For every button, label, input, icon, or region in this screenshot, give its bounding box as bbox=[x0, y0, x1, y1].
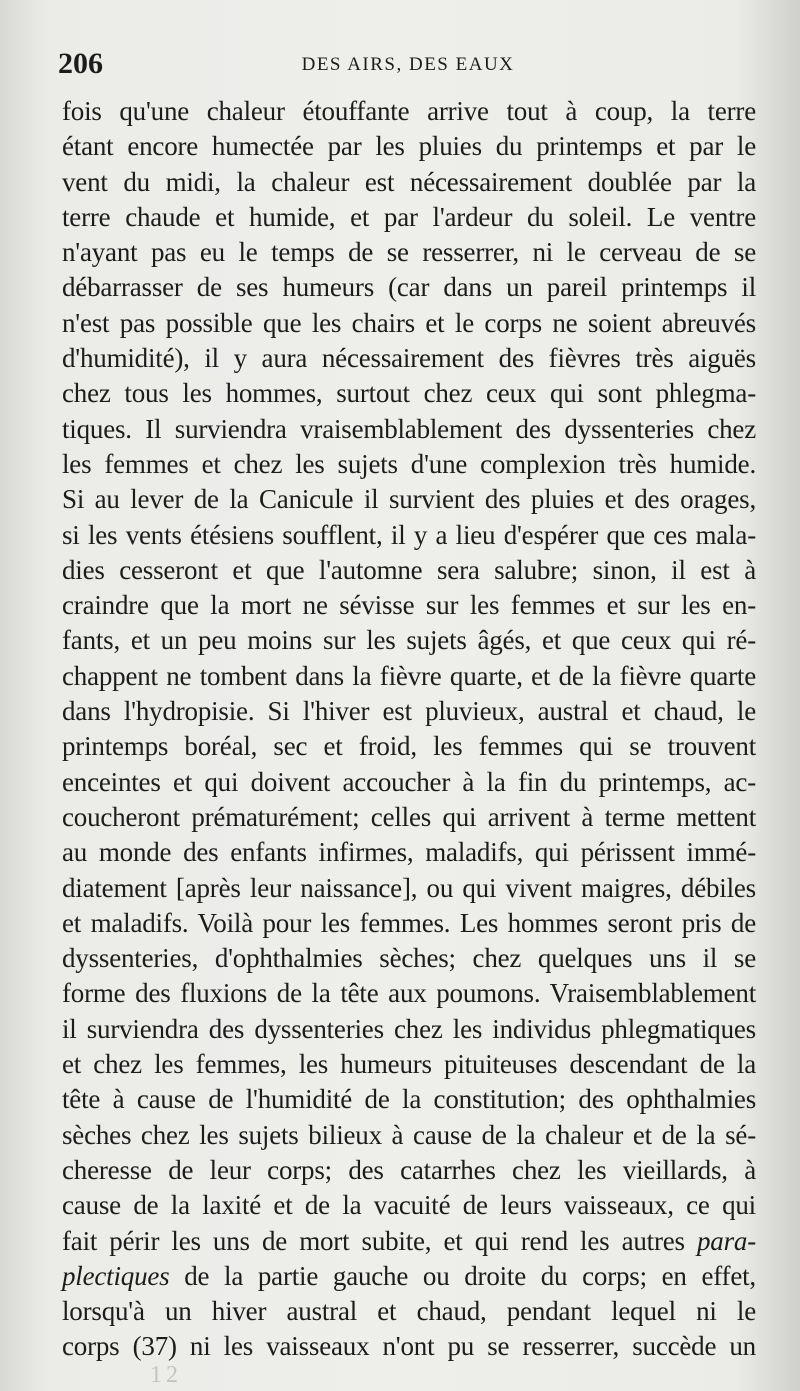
body-text bbox=[62, 94, 756, 1365]
text-line: dies cesseront et que l'automne sera salubre; sinon, il est à bbox=[62, 554, 756, 585]
text-line: coucheront prématurément; celles qui arrivent à terme mettent bbox=[62, 801, 756, 832]
text-line: si les vents étésiens soufflent, il y a lieu d'espérer que ces mala- bbox=[62, 519, 756, 550]
text-segment: de la partie gauche ou droite du corps; en effet, bbox=[184, 1260, 756, 1291]
text-line: et chez les femmes, les humeurs pituiteuses descendant de la bbox=[62, 1049, 756, 1080]
text-line: sèches chez les sujets bilieux à cause de la chaleur et de la sé- bbox=[62, 1119, 756, 1150]
text-line: lorsqu'à un hiver austral et chaud, pendant lequel ni le bbox=[62, 1296, 756, 1327]
text-line: Si au lever de la Canicule il survient des pluies et des orages, bbox=[62, 484, 756, 515]
text-line: il surviendra des dyssenteries chez les individus phlegmatiques bbox=[62, 1013, 756, 1044]
text-line: dyssenteries, d'ophthalmies sèches; chez quelques uns il se bbox=[62, 943, 756, 974]
text-line: les femmes et chez les sujets d'une complexion très humide. bbox=[62, 448, 756, 479]
italic-term: para- bbox=[696, 1225, 756, 1256]
text-line: craindre que la mort ne sévisse sur les femmes et sur les en- bbox=[62, 590, 756, 621]
text-line: d'humidité), il y aura nécessairement des fièvres très aiguës bbox=[62, 343, 756, 374]
text-line-with-italic bbox=[62, 1224, 756, 1259]
text-line: cheresse de leur corps; des catarrhes chez les vieillards, à bbox=[62, 1154, 756, 1185]
text-line: dans l'hydropisie. Si l'hiver est pluvieux, austral et chaud, le bbox=[62, 696, 756, 727]
italic-term: plectiques bbox=[62, 1260, 170, 1291]
text-line: au monde des enfants infirmes, maladifs, qui périssent immé- bbox=[62, 837, 756, 868]
text-segment: fait périr les uns de mort subite, et qui rend les autres bbox=[62, 1225, 685, 1256]
text-line: étant encore humectée par les pluies du printemps et par le bbox=[62, 131, 756, 162]
text-line: et maladifs. Voilà pour les femmes. Les hommes seront pris de bbox=[62, 907, 756, 938]
text-line: fants, et un peu moins sur les sujets âgés, et que ceux qui ré- bbox=[62, 625, 756, 656]
text-line: printemps boréal, sec et froid, les femmes qui se trouvent bbox=[62, 731, 756, 762]
text-line-with-italic bbox=[62, 1259, 756, 1294]
text-line: débarrasser de ses humeurs (car dans un pareil printemps il bbox=[62, 272, 756, 303]
text-line: enceintes et qui doivent accoucher à la fin du printemps, ac- bbox=[62, 766, 756, 797]
text-line: terre chaude et humide, et par l'ardeur du soleil. Le ventre bbox=[62, 201, 756, 232]
text-line: chappent ne tombent dans la fièvre quarte, et de la fièvre quarte bbox=[62, 660, 756, 691]
page-number: 206 bbox=[58, 47, 103, 80]
text-line: tête à cause de l'humidité de la constitution; des ophthalmies bbox=[62, 1084, 756, 1115]
text-line: tiques. Il surviendra vraisemblablement des dyssenteries chez bbox=[62, 413, 756, 444]
text-line: cause de la laxité et de la vacuité de leurs vaisseaux, ce qui bbox=[62, 1190, 756, 1221]
text-line: n'est pas possible que les chairs et le corps ne soient abreuvés bbox=[62, 307, 756, 338]
faint-margin-mark: 12 bbox=[150, 1362, 182, 1388]
text-line: fois qu'une chaleur étouffante arrive tout à coup, la terre bbox=[62, 96, 756, 126]
text-line: forme des fluxions de la tête aux poumons. Vraisemblablement bbox=[62, 978, 756, 1009]
text-line: corps (37) ni les vaisseaux n'ont pu se resserrer, succède un bbox=[62, 1331, 756, 1362]
page-header bbox=[58, 44, 758, 84]
running-head: DES AIRS, DES EAUX bbox=[301, 54, 515, 75]
text-line: diatement [après leur naissance], ou qui vivent maigres, débiles bbox=[62, 872, 756, 903]
text-line: vent du midi, la chaleur est nécessairement doublée par la bbox=[62, 166, 756, 197]
text-line: n'ayant pas eu le temps de se resserrer, ni le cerveau de se bbox=[62, 237, 756, 268]
text-line: chez tous les hommes, surtout chez ceux qui sont phlegma- bbox=[62, 378, 756, 409]
